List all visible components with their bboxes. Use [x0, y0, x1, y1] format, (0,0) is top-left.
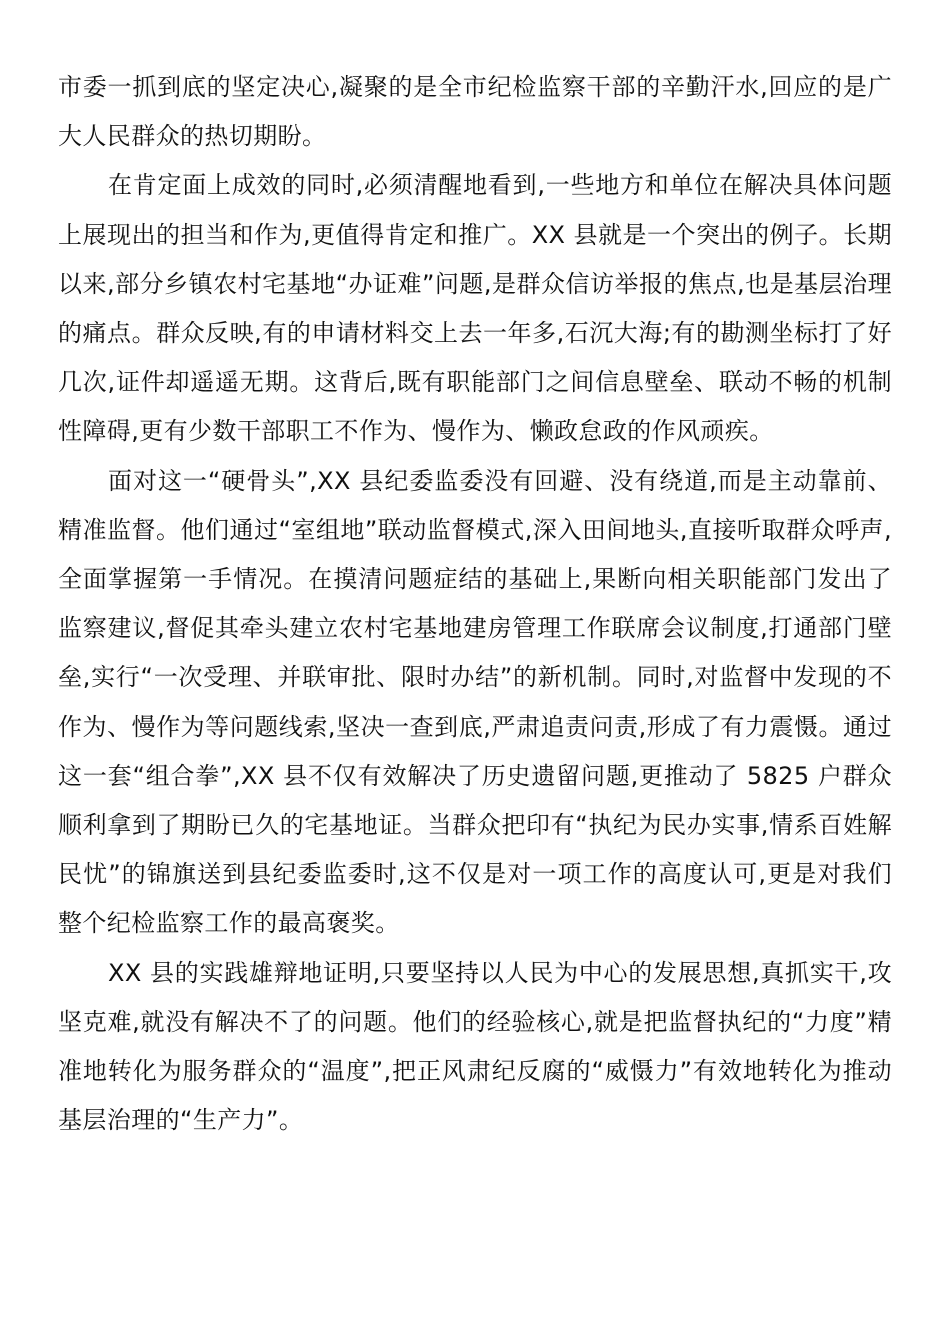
document-body: [58, 63, 892, 1145]
paragraph-3: 面对这一“硬骨头”,XX 县纪委监委没有回避、没有绕道,而是主动靠前、精准监督。他们通过“室组地”联动监督模式,深入田间地头,直接听取群众呼声,全面掌握第一手情况。在摸清问题症结的基础上,果断向相关职能部门发出了监察建议,督促其牵头建立农村宅基地建房管理工作联席会议制度,打通部门壁垒,实行“一次受理、并联审批、限时办结”的新机制。同时,对监督中发现的不作为、慢作为等问题线索,坚决一查到底,严肃追责问责,形成了有力震慑。通过这一套“组合拳”,XX 县不仅有效解决了历史遗留问题,更推动了 5825 户群众顺利拿到了期盼已久的宅基地证。当群众把印有“执纪为民办实事,情系百姓解民忧”的锦旗送到县纪委监委时,这不仅是对一项工作的高度认可,更是对我们整个纪检监察工作的最高褒奖。: [58, 466, 892, 938]
paragraph-1: 市委一抓到底的坚定决心,凝聚的是全市纪检监察干部的辛勤汗水,回应的是广大人民群众的热切期盼。: [58, 73, 892, 151]
paragraph-2: 在肯定面上成效的同时,必须清醒地看到,一些地方和单位在解决具体问题上展现出的担当和作为,更值得肯定和推广。XX 县就是一个突出的例子。长期以来,部分乡镇农村宅基地“办证难”问题,是群众信访举报的焦点,也是基层治理的痛点。群众反映,有的申请材料交上去一年多,石沉大海;有的勘测坐标打了好几次,证件却遥遥无期。这背后,既有职能部门之间信息壁垒、联动不畅的机制性障碍,更有少数干部职工不作为、慢作为、懒政怠政的作风顽疾。: [58, 171, 892, 446]
paragraph-4: XX 县的实践雄辩地证明,只要坚持以人民为中心的发展思想,真抓实干,攻坚克难,就没有解决不了的问题。他们的经验核心,就是把监督执纪的“力度”精准地转化为服务群众的“温度”,把正风肃纪反腐的“威慑力”有效地转化为推动基层治理的“生产力”。: [58, 958, 892, 1135]
